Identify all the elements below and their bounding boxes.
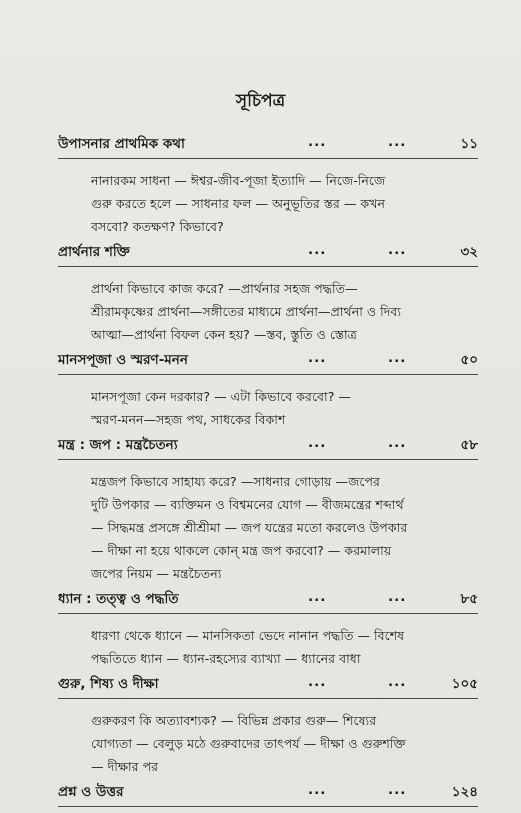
- leader-dots: ...: [388, 589, 407, 605]
- divider: [58, 158, 478, 159]
- divider: [58, 806, 478, 807]
- leader-dots: ...: [388, 435, 407, 451]
- topic-line: মন্ত্রজপ কিভাবে সাহায্য করে? —সাধনার গোড়ায় —জপের: [91, 474, 380, 489]
- toc-entry: [58, 673, 478, 781]
- divider: [58, 266, 478, 267]
- toc-entry: [58, 434, 478, 588]
- topic-line: শ্রীরামকৃষ্ণের প্রার্থনা—সঙ্গীতের মাধ্যমে প্রার্থনা—প্রার্থনা ও দিব্য: [91, 304, 402, 319]
- page-number: ৩২: [460, 244, 478, 260]
- topic-line: গুরুকরণ কি অত্যাবশ্যক? — বিভিন্ন প্রকার গুরু— শিষ্যের: [91, 713, 377, 728]
- leader-dots: ...: [308, 589, 327, 605]
- leader-dots: ...: [388, 782, 407, 798]
- chapter-topics: [91, 705, 478, 781]
- topic-line: আত্মা—প্রার্থনা বিফল কেন হয়? —স্তব, স্তুতি ও স্তোত্র: [91, 327, 357, 342]
- toc-entry-heading: [58, 133, 478, 155]
- divider: [58, 698, 478, 699]
- toc-entry-heading: [58, 434, 478, 456]
- page-title: সূচিপত্র: [235, 91, 286, 111]
- topic-line: যোগ্যতা — বেলুড় মঠে গুরুবাদের তাৎপর্য — দীক্ষা ও গুরুশক্তি: [91, 736, 406, 751]
- topic-line: বসবো? কতক্ষণ? কিভাবে?: [91, 219, 224, 234]
- toc-entry-heading: [58, 588, 478, 610]
- topic-line: পদ্ধতিতে ধ্যান — ধ্যান-রহস্যের ব্যাখ্যা — ধ্যানের বাধা: [91, 651, 361, 666]
- chapter-title: ধ্যান : তত্ত্ব ও পদ্ধতি: [58, 591, 179, 607]
- leader-dots: ...: [308, 242, 327, 258]
- leader-dots: ...: [308, 350, 327, 366]
- leader-dots: ...: [388, 242, 407, 258]
- toc-entry-heading: [58, 673, 478, 695]
- leader-dots: ...: [308, 435, 327, 451]
- topic-line: প্রার্থনা কিভাবে কাজ করে? —প্রার্থনার সহজ পদ্ধতি—: [91, 281, 358, 296]
- topic-line: ধারণা থেকে ধ্যানে — মানসিকতা ভেদে নানান পদ্ধতি — বিশেষ: [91, 628, 405, 643]
- divider: [58, 459, 478, 460]
- toc-entry: [58, 781, 478, 807]
- toc-entry: [58, 133, 478, 241]
- toc-entry: [58, 241, 478, 349]
- chapter-title: মানসপূজা ও স্মরণ-মনন: [58, 352, 188, 368]
- chapter-title: গুরু, শিষ্য ও দীক্ষা: [58, 676, 159, 692]
- chapter-title: মন্ত্র : জপ : মন্ত্রচৈতন্য: [58, 437, 178, 453]
- leader-dots: ...: [388, 674, 407, 690]
- topic-line: — দীক্ষা না হয়ে থাকলে কোন্ মন্ত্র জপ করবো? — করমালায়: [91, 543, 392, 558]
- leader-dots: ...: [308, 674, 327, 690]
- topic-line: মানসপূজা কেন দরকার? — এটা কিভাবে করবো? —: [91, 389, 351, 404]
- page-number: ৫০: [460, 352, 478, 368]
- divider: [58, 374, 478, 375]
- toc-entry-heading: [58, 349, 478, 371]
- table-of-contents: [58, 133, 478, 813]
- page-number: ৫৮: [460, 437, 478, 453]
- leader-dots: ...: [388, 134, 407, 150]
- page-number: ১২৪: [451, 784, 478, 800]
- topic-line: জপের নিয়ম — মন্ত্রচৈতন্য: [91, 566, 222, 581]
- topic-line: স্মরণ-মনন—সহজ পথ, সাধকের বিকাশ: [91, 412, 286, 427]
- chapter-topics: [91, 273, 478, 349]
- chapter-topics: [91, 466, 478, 588]
- chapter-title: প্রার্থনার শক্তি: [58, 244, 130, 260]
- toc-entry: [58, 349, 478, 434]
- chapter-title: উপাসনার প্রাথমিক কথা: [58, 136, 185, 152]
- page-number: ৮৫: [460, 591, 478, 607]
- toc-entry: [58, 588, 478, 673]
- topic-line: নানারকম সাধনা — ঈশ্বর-জীব-পূজা ইত্যাদি — নিজে-নিজে: [91, 173, 386, 188]
- page-number: ১০৫: [451, 676, 478, 692]
- chapter-topics: [91, 165, 478, 241]
- leader-dots: ...: [308, 782, 327, 798]
- chapter-topics: [91, 381, 478, 434]
- topic-line: — সিদ্ধমন্ত্র প্রসঙ্গে শ্রীশ্রীমা — জপ যন্ত্রের মতো করলেও উপকার: [91, 520, 408, 535]
- divider: [58, 613, 478, 614]
- leader-dots: ...: [388, 350, 407, 366]
- leader-dots: ...: [308, 134, 327, 150]
- page-number: ১১: [460, 136, 478, 152]
- chapter-topics: [91, 620, 478, 673]
- toc-entry-heading: [58, 241, 478, 263]
- topic-line: — দীক্ষার পর: [91, 759, 159, 774]
- topic-line: দুটি উপকার — ব্যক্তিমন ও বিশ্বমনের যোগ — বীজমন্ত্রের শব্দার্থ: [91, 497, 404, 512]
- chapter-title: প্রশ্ন ও উত্তর: [58, 784, 124, 800]
- topic-line: গুরু করতে হলে — সাধনার ফল — অনুভূতির স্তর — কখন: [91, 196, 386, 211]
